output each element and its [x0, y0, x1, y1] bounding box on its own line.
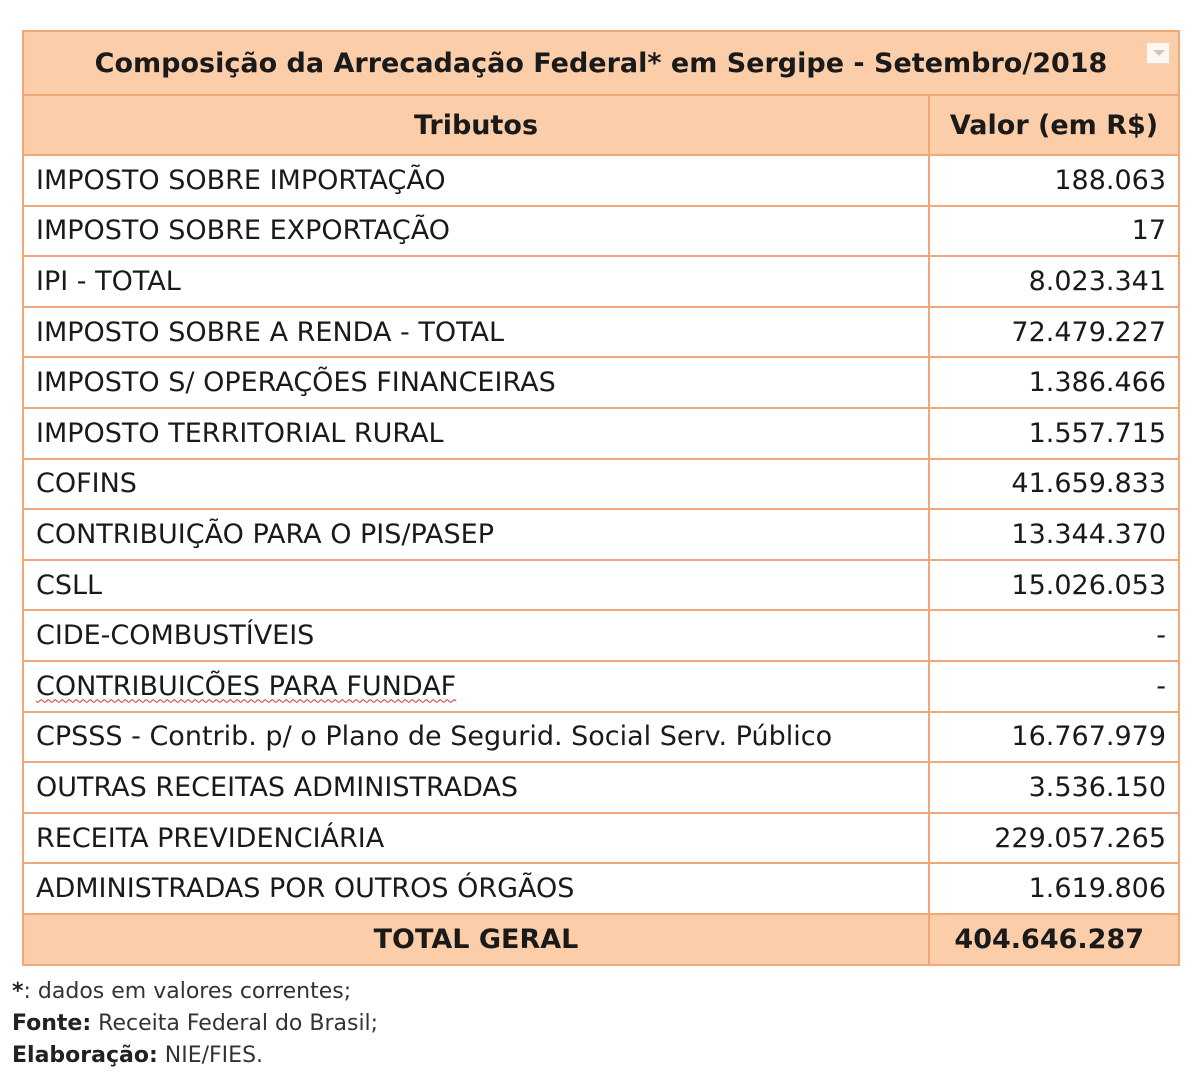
tributo-value: 13.344.370: [929, 509, 1179, 560]
footnote-asterisk-text: : dados em valores correntes;: [23, 979, 352, 1004]
footnotes: [12, 976, 378, 1072]
tributo-name: [23, 307, 929, 358]
column-header-row: [23, 95, 1179, 155]
tributo-name-text: IMPOSTO SOBRE A RENDA - TOTAL: [36, 316, 504, 348]
tributo-name: [23, 863, 929, 914]
table-row: [23, 712, 1179, 763]
table-row: [23, 206, 1179, 257]
tributo-value: 229.057.265: [929, 813, 1179, 864]
revenue-table-container: [22, 30, 1178, 966]
dropdown-arrow-icon[interactable]: [1146, 42, 1170, 64]
tributo-value: 41.659.833: [929, 459, 1179, 510]
total-value: 404.646.287: [929, 914, 1179, 965]
footnote-source: [12, 1008, 378, 1040]
table-body: [23, 155, 1179, 965]
tributo-name-text: IMPOSTO SOBRE EXPORTAÇÃO: [36, 215, 450, 247]
tributo-value: 16.767.979: [929, 712, 1179, 763]
tributo-name-text: CONTRIBUIÇÃO PARA O PIS/PASEP: [36, 518, 495, 550]
total-row: [23, 914, 1179, 965]
table-title-cell: [23, 31, 1179, 95]
footnote-asterisk-label: *: [12, 979, 24, 1004]
table-row: [23, 256, 1179, 307]
table-title-row: [23, 31, 1179, 95]
tributo-name: [23, 206, 929, 257]
table-row: [23, 357, 1179, 408]
tributo-name-text: IMPOSTO S/ OPERAÇÕES FINANCEIRAS: [36, 367, 556, 399]
revenue-table: [22, 30, 1180, 966]
column-header-tributos: Tributos: [23, 95, 929, 155]
tributo-value: 72.479.227: [929, 307, 1179, 358]
tributo-name: [23, 408, 929, 459]
tributo-name: [23, 256, 929, 307]
table-row: [23, 813, 1179, 864]
table-row: [23, 560, 1179, 611]
table-row: [23, 762, 1179, 813]
footnote-prepared-text: NIE/FIES.: [157, 1043, 264, 1068]
tributo-value: 8.023.341: [929, 256, 1179, 307]
tributo-value: 17: [929, 206, 1179, 257]
tributo-name-text: CONTRIBUICÕES PARA FUNDAF: [36, 670, 457, 702]
tributo-name-text: RECEITA PREVIDENCIÁRIA: [36, 822, 385, 854]
tributo-name: [23, 661, 929, 712]
tributo-value: 15.026.053: [929, 560, 1179, 611]
tributo-name-text: CPSSS - Contrib. p/ o Plano de Segurid. Social Serv. Público: [36, 721, 833, 753]
table-row: [23, 661, 1179, 712]
tributo-name: [23, 762, 929, 813]
tributo-name-text: CSLL: [36, 569, 103, 601]
tributo-name: [23, 357, 929, 408]
tributo-value: -: [929, 610, 1179, 661]
tributo-name: [23, 155, 929, 206]
total-label: TOTAL GERAL: [23, 914, 929, 965]
tributo-name-text: ADMINISTRADAS POR OUTROS ÓRGÃOS: [36, 873, 575, 905]
tributo-name-text: CIDE-COMBUSTÍVEIS: [36, 620, 315, 652]
tributo-name: [23, 712, 929, 763]
table-title: Composição da Arrecadação Federal* em Sergipe - Setembro/2018: [94, 47, 1108, 79]
table-row: [23, 863, 1179, 914]
tributo-name: [23, 459, 929, 510]
footnote-source-label: Fonte:: [12, 1011, 92, 1036]
table-row: [23, 155, 1179, 206]
tributo-name-text: IPI - TOTAL: [36, 265, 181, 297]
footnote-prepared-label: Elaboração:: [12, 1043, 158, 1068]
tributo-name: [23, 813, 929, 864]
tributo-value: 3.536.150: [929, 762, 1179, 813]
tributo-name: [23, 509, 929, 560]
tributo-name: [23, 610, 929, 661]
footnote-source-text: Receita Federal do Brasil;: [91, 1011, 379, 1036]
tributo-name-text: IMPOSTO TERRITORIAL RURAL: [36, 417, 444, 449]
tributo-name-text: IMPOSTO SOBRE IMPORTAÇÃO: [36, 164, 446, 196]
tributo-name: [23, 560, 929, 611]
table-row: [23, 610, 1179, 661]
tributo-value: 1.557.715: [929, 408, 1179, 459]
table-row: [23, 459, 1179, 510]
tributo-value: -: [929, 661, 1179, 712]
table-row: [23, 408, 1179, 459]
footnote-asterisk: [12, 976, 378, 1008]
footnote-prepared: [12, 1040, 378, 1072]
tributo-name-text: OUTRAS RECEITAS ADMINISTRADAS: [36, 771, 519, 803]
table-row: [23, 509, 1179, 560]
column-header-valor: Valor (em R$): [929, 95, 1179, 155]
table-row: [23, 307, 1179, 358]
tributo-name-text: COFINS: [36, 468, 137, 500]
tributo-value: 1.619.806: [929, 863, 1179, 914]
tributo-value: 1.386.466: [929, 357, 1179, 408]
tributo-value: 188.063: [929, 155, 1179, 206]
